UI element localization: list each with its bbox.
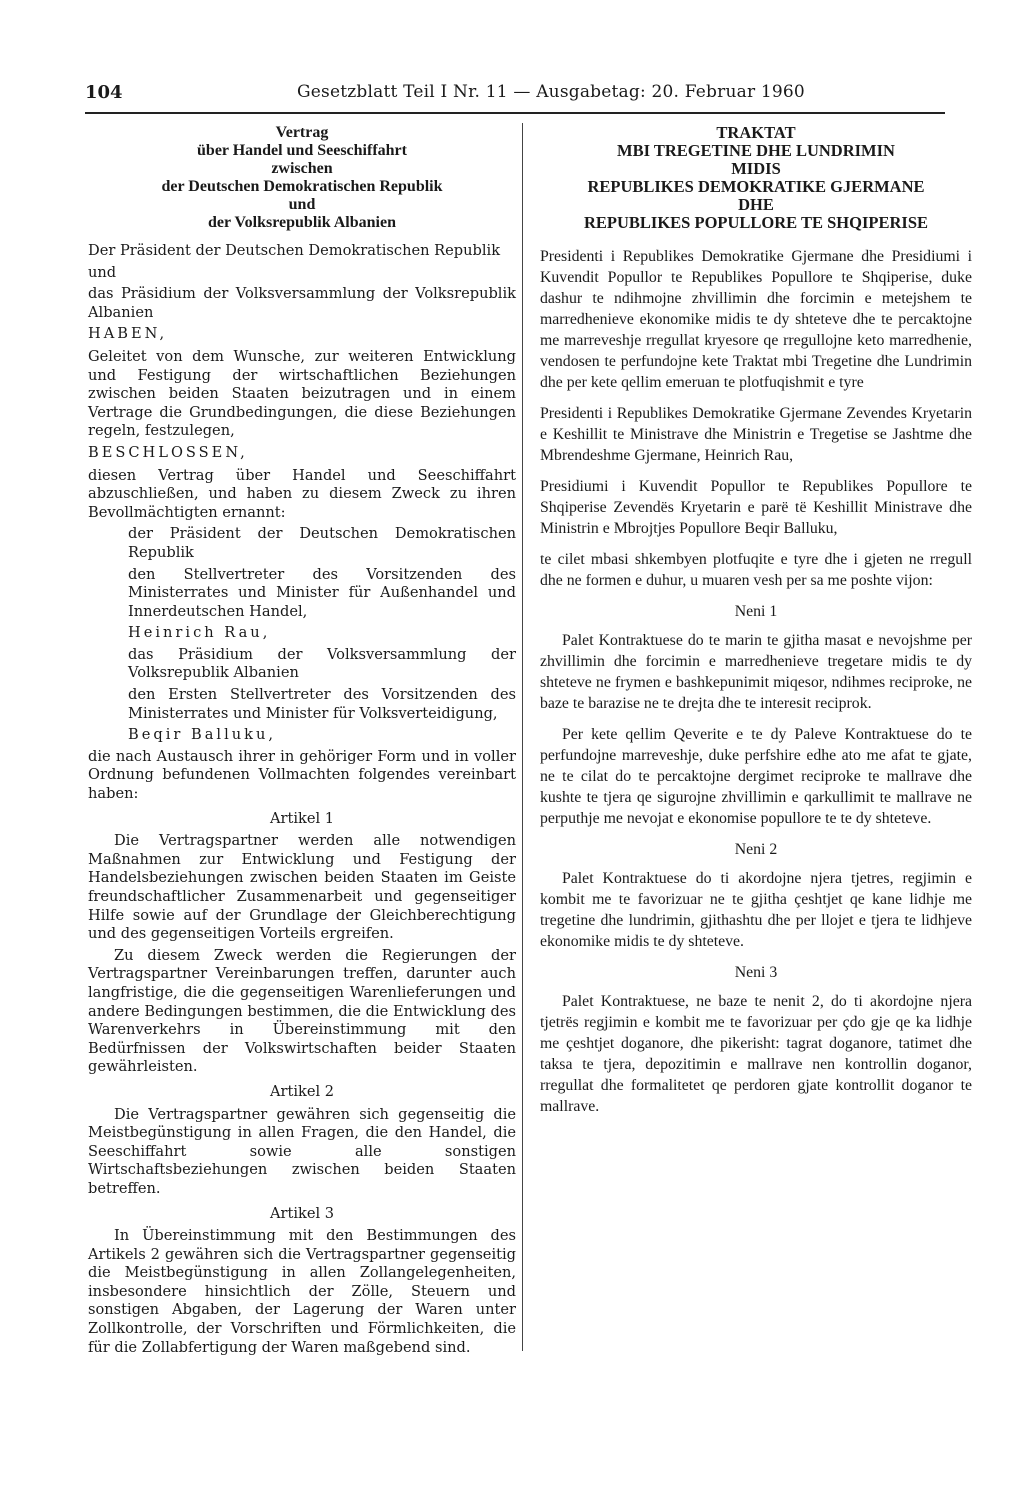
article-paragraph: In Übereinstimmung mit den Bestimmungen des Artikels 2 gewähren sich die Vertragspartner gegenseitig die Meistbegünstigung in allen Zollangelegenheiten, insbesondere hinsichtlich der Zölle, Steuern und sonstigen Abgaben, der Lagerung der Waren unter Zollkontrolle, der Vorschriften und Förmlichkeiten, die für die Zollabfertigung der Waren maßgebend sind. bbox=[88, 1227, 516, 1356]
plenipotentiary-entry: den Stellvertreter des Vorsitzenden des Ministerrates und Minister für Außenhandel und Innerdeutschen Handel, bbox=[128, 565, 516, 620]
title-line: DHE bbox=[738, 195, 774, 214]
title-line: MIDIS bbox=[731, 159, 781, 178]
albanian-treaty-title bbox=[540, 124, 972, 232]
title-line: zwischen bbox=[271, 160, 333, 177]
plenipotentiaries-list bbox=[128, 525, 516, 745]
geleitet-paragraph: Geleitet von dem Wunsche, zur weiteren Entwicklung und Festigung der wirtschaftlichen Beziehungen zwischen beiden Staaten beizutragen und in einem Vertrage die Grundbedingungen, die diese Beziehungen regeln, festzulegen, bbox=[88, 347, 516, 440]
nach-austausch-paragraph: die nach Austausch ihrer in gehöriger Form und in voller Ordnung befundenen Vollmachten folgendes vereinbart haben: bbox=[88, 747, 516, 803]
title-line: der Volksrepublik Albanien bbox=[208, 214, 396, 231]
intro-paragraph: das Präsidium der Volksversammlung der Volksrepublik Albanien bbox=[88, 285, 516, 321]
intro-und: und bbox=[88, 263, 117, 281]
beschlossen-heading: BESCHLOSSEN, bbox=[88, 443, 248, 461]
neni-heading: Neni 3 bbox=[734, 964, 778, 981]
neni-heading: Neni 2 bbox=[734, 841, 778, 858]
column-divider bbox=[522, 123, 523, 1351]
title-line: REPUBLIKES POPULLORE TE SHQIPERISE bbox=[584, 213, 928, 232]
plenipotentiary-entry: das Präsidium der Volksversammlung der Volksrepublik Albanien bbox=[128, 645, 516, 682]
article-paragraph: Die Vertragspartner gewähren sich gegenseitig die Meistbegünstigung in allen Fragen, die den Handel, die Seeschiffahrt sowie alle sonstigen Wirtschaftsbeziehungen zwischen beiden Staaten betreffen. bbox=[88, 1105, 516, 1197]
article-paragraph: Palet Kontraktuese do ti akordojne njera tjetres, regjimin e kombit me te favorizuar ne te gjitha çeshtjet qe kane lidhje me tregetine dhe lundrimin, gjithashtu dhe per llojet e tjera te lidhjeve ekonomike midis te dy shteteve. bbox=[540, 870, 972, 950]
article-paragraph: Die Vertragspartner werden alle notwendigen Maßnahmen zur Entwicklung und Festigung der Handelsbeziehungen zwischen beiden Staaten im Geiste freundschaftlicher Zusammenarbeit und gegenseitiger Hilfe sowie auf der Grundlage der Gleichberechtigung und des gegenseitigen Vorteils ergreifen. bbox=[88, 832, 516, 943]
plenipotentiary-paragraph: Presidiumi i Kuvendit Popullor te Republikes Popullore te Shqiperise Zevendës Kryetarin e parë të Keshillit Ministrave dhe Ministrin e Mbrojtjes Popullore Beqir Balluku, bbox=[540, 478, 972, 537]
header-rule bbox=[85, 112, 945, 114]
german-treaty-title bbox=[88, 124, 516, 232]
page-number: 104 bbox=[85, 82, 123, 103]
plenipotentiary-paragraph: Presidenti i Republikes Demokratike Gjermane Zevendes Kryetarin e Keshillit te Ministrave dhe Ministrin e Tregetise se Jashtme dhe Mbrendeshme Gjermane, Heinrich Rau, bbox=[540, 405, 972, 464]
albanian-column bbox=[540, 124, 972, 1127]
artikel-heading: Artikel 2 bbox=[269, 1082, 335, 1100]
title-line: MBI TREGETINE DHE LUNDRIMIN bbox=[617, 141, 895, 160]
title-line: REPUBLIKES DEMOKRATIKE GJERMANE bbox=[587, 177, 925, 196]
page-header bbox=[85, 82, 945, 112]
plenipotentiary-entry: den Ersten Stellvertreter des Vorsitzenden des Ministerrates und Minister für Volksverteidigung, bbox=[128, 686, 516, 722]
intro-paragraph: Presidenti i Republikes Demokratike Gjermane dhe Presidiumi i Kuvendit Popullor te Republikes Popullore te Shqiperise, duke dashur te ndihmojne zhvillimin dhe forcimin e metejshem te marredhenieve ekonomike midis te dy shteteve dhe te percaktojne me marreveshje rregullat kryesore qe rregullojne keto marredhenie, vendosen te perfundojne kete Traktat mbi Tregetine dhe Lundrimin dhe per kete qellim emeruan te plotfuqishmit e tyre bbox=[540, 248, 972, 391]
intro-paragraph: Der Präsident der Deutschen Demokratischen Republik bbox=[88, 242, 501, 259]
artikel-heading: Artikel 3 bbox=[269, 1204, 335, 1222]
title-line: der Deutschen Demokratischen Republik bbox=[161, 178, 443, 195]
title-line: über Handel und Seeschiffahrt bbox=[197, 142, 407, 159]
header-title: Gesetzblatt Teil I Nr. 11 — Ausgabetag: 20. Februar 1960 bbox=[297, 82, 805, 102]
title-line: Vertrag bbox=[275, 124, 329, 141]
title-line: TRAKTAT bbox=[716, 123, 796, 142]
article-paragraph: Zu diesem Zweck werden die Regierungen der Vertragspartner Vereinbarungen treffen, darunter auch langfristige, die die gegenseitigen Warenlieferungen und andere Bedingungen bestimmen, die die Entwicklung des Warenverkehrs in Übereinstimmung mit den Bedürfnissen der Volkswirtschaften beider Staaten gewährleisten. bbox=[88, 946, 516, 1076]
plenipotentiary-entry: der Präsident der Deutschen Demokratischen Republik bbox=[128, 525, 516, 561]
article-paragraph: Per kete qellim Qeverite e te dy Paleve Kontraktuese do te perfundojne marreveshje, duke perfshire edhe ato me afat te gjate, ne te cilat do te percaktojne dergimet reciproke te mallrave dhe kushte te tjera qe sigurojne zhvillimin e qarkullimit te mallrave ne perputhje me nevojat e ekonomise popullore te te dy shteteve. bbox=[540, 726, 972, 827]
plenipotentiary-name: Beqir Balluku, bbox=[128, 726, 277, 744]
german-column bbox=[88, 124, 516, 1360]
haben-heading: HABEN, bbox=[88, 325, 168, 343]
neni-heading: Neni 1 bbox=[734, 603, 778, 620]
plenipotentiary-name: Heinrich Rau, bbox=[128, 624, 271, 642]
agreement-paragraph: te cilet mbasi shkembyen plotfuqite e tyre dhe i gjeten ne rregull dhe ne formen e duhur, u muaren vesh per sa me poshte vijon: bbox=[540, 551, 972, 589]
diesen-paragraph: diesen Vertrag über Handel und Seeschiffahrt abzuschließen, und haben zu diesem Zweck zu ihren Bevollmächtigten ernannt: bbox=[88, 466, 516, 521]
title-line: und bbox=[288, 196, 316, 213]
artikel-heading: Artikel 1 bbox=[269, 809, 335, 827]
article-paragraph: Palet Kontraktuese, ne baze te nenit 2, do ti akordojne njera tjetrës regjimin e kombit me te favorizuar per çdo gje qe ka lidhje me çeshtjet doganore, dhe pikerisht: tagrat doganore, tatimet dhe taksa te tjera, depozitimin e mallrave nen kontrollin doganor, rregullat dhe formalitetet qe perdoren gjate kontrollit doganor te mallrave. bbox=[540, 993, 972, 1115]
article-paragraph: Palet Kontraktuese do te marin te gjitha masat e nevojshme per zhvillimin dhe forcimin e marredhenieve tregetare midis te dy shteteve ne frymen e bashkepunimit miqesor, ndihmes reciproke, ne baze te barazise ne te drejta dhe te interesit reciprok. bbox=[540, 632, 972, 712]
